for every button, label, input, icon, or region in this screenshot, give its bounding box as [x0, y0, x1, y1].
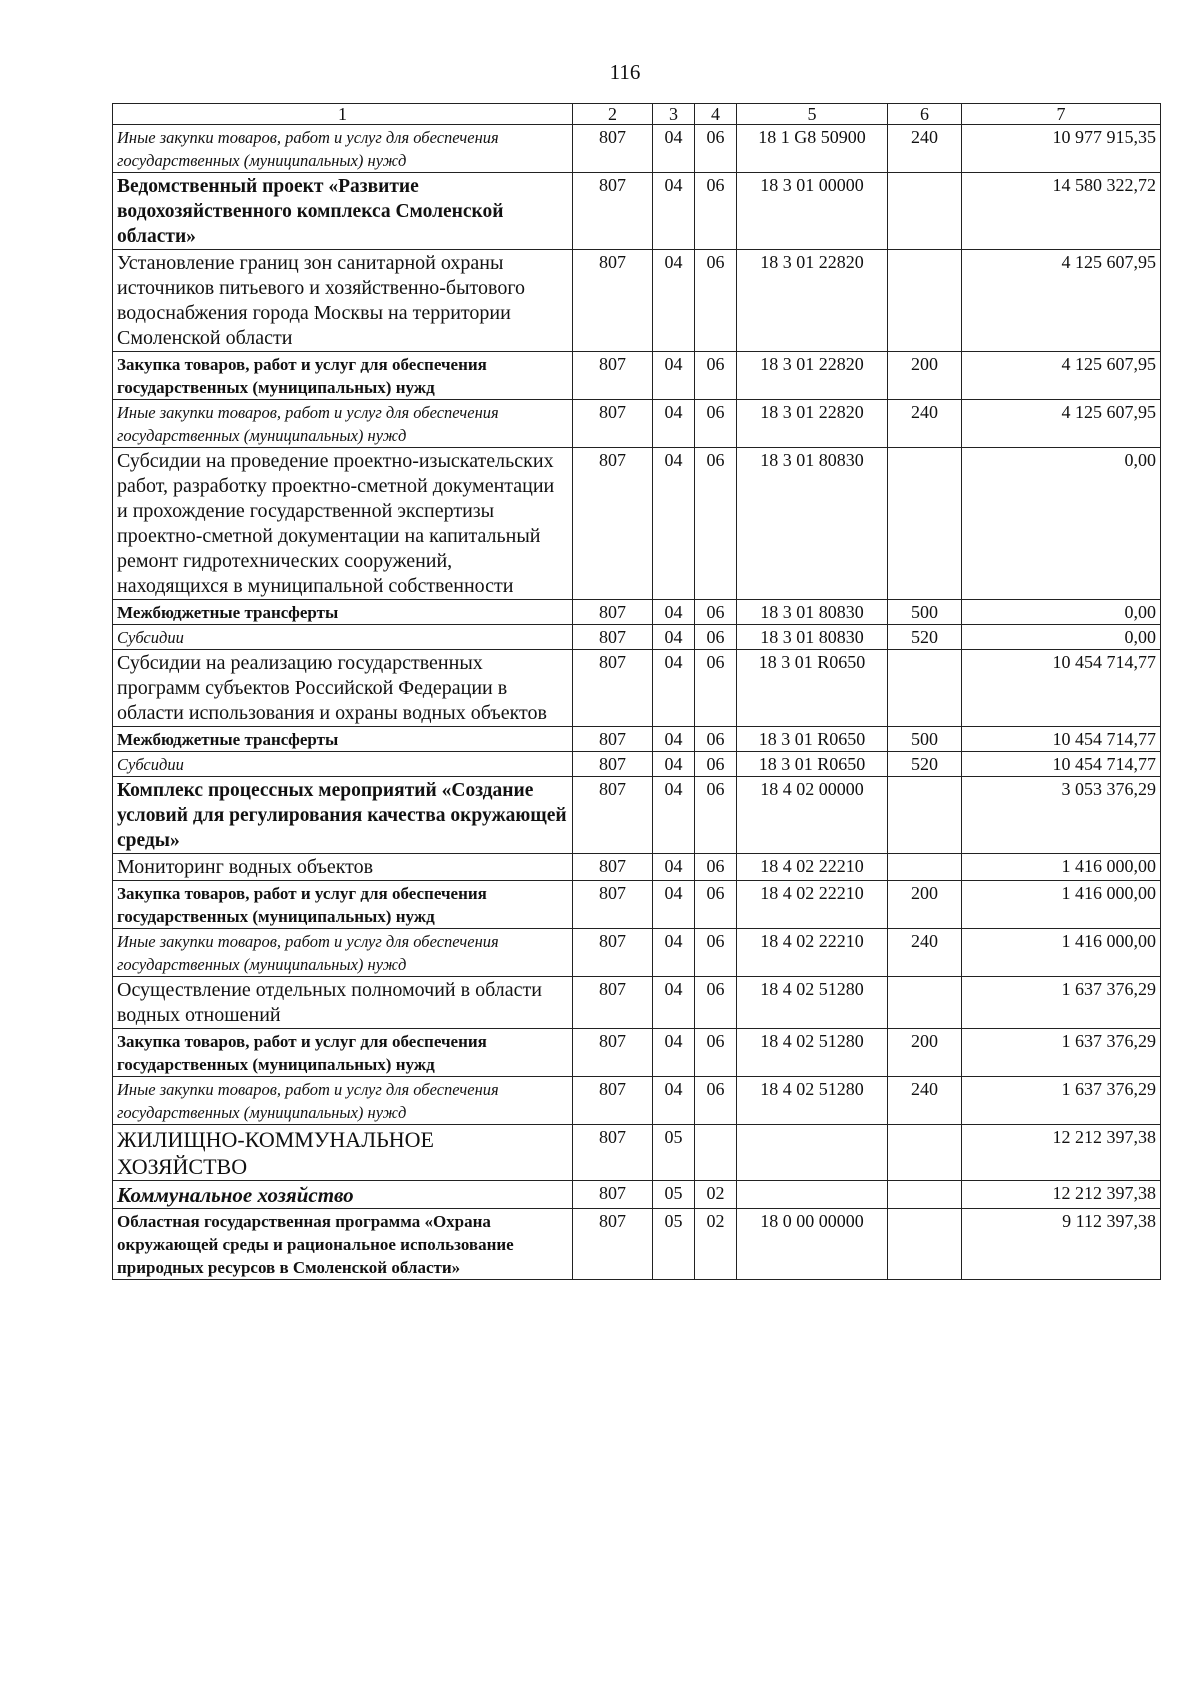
row-code-cell: 807	[573, 1181, 653, 1209]
row-name-cell: Мониторинг водных объектов	[113, 854, 573, 881]
row-target-cell: 18 4 02 00000	[737, 777, 888, 854]
row-subsection-cell: 06	[695, 1077, 737, 1125]
column-number-3: 3	[653, 104, 695, 125]
row-amount-cell: 3 053 376,29	[962, 777, 1161, 854]
row-amount-cell: 0,00	[962, 448, 1161, 600]
row-section-cell: 04	[653, 625, 695, 650]
table-row	[113, 1077, 1161, 1125]
column-number-4: 4	[695, 104, 737, 125]
row-subsection-cell: 06	[695, 250, 737, 352]
row-name-cell: Иные закупки товаров, работ и услуг для обеспечения государственных (муниципальных) нужд	[113, 125, 573, 173]
row-code-cell: 807	[573, 1125, 653, 1181]
table-row	[113, 929, 1161, 977]
row-expense-type-cell: 500	[888, 600, 962, 625]
row-name-cell: Коммунальное хозяйство	[113, 1181, 573, 1209]
row-amount-cell: 1 637 376,29	[962, 1077, 1161, 1125]
row-amount-cell: 12 212 397,38	[962, 1181, 1161, 1209]
table-row	[113, 625, 1161, 650]
row-section-cell: 04	[653, 777, 695, 854]
table-row	[113, 752, 1161, 777]
column-number-7: 7	[962, 104, 1161, 125]
table-body	[113, 125, 1161, 1280]
row-section-cell: 04	[653, 448, 695, 600]
row-subsection-cell: 06	[695, 727, 737, 752]
table-row	[113, 448, 1161, 600]
row-target-cell: 18 3 01 22820	[737, 250, 888, 352]
row-amount-cell: 1 416 000,00	[962, 929, 1161, 977]
row-code-cell: 807	[573, 727, 653, 752]
row-subsection-cell: 06	[695, 352, 737, 400]
row-section-cell: 04	[653, 1077, 695, 1125]
row-target-cell: 18 4 02 22210	[737, 854, 888, 881]
row-name-cell: Комплекс процессных мероприятий «Создание условий для регулирования качества окружающей среды»	[113, 777, 573, 854]
row-subsection-cell: 06	[695, 777, 737, 854]
row-name-cell: Субсидии на проведение проектно-изыскательских работ, разработку проектно-сметной документации и прохождение государственной экспертизы проектно-сметной документации на капитальный ремонт гидротехнических сооружений, находящихся в муниципальной собственности	[113, 448, 573, 600]
row-name-cell: Закупка товаров, работ и услуг для обеспечения государственных (муниципальных) нужд	[113, 881, 573, 929]
row-name-cell: Закупка товаров, работ и услуг для обеспечения государственных (муниципальных) нужд	[113, 1029, 573, 1077]
row-amount-cell: 9 112 397,38	[962, 1209, 1161, 1280]
row-expense-type-cell: 240	[888, 929, 962, 977]
row-expense-type-cell: 240	[888, 125, 962, 173]
table-row	[113, 650, 1161, 727]
row-section-cell: 04	[653, 352, 695, 400]
row-subsection-cell: 06	[695, 650, 737, 727]
row-target-cell: 18 3 01 22820	[737, 400, 888, 448]
row-section-cell: 04	[653, 854, 695, 881]
table-row	[113, 1125, 1161, 1181]
table-row	[113, 727, 1161, 752]
row-target-cell: 18 3 01 00000	[737, 173, 888, 250]
table-row	[113, 250, 1161, 352]
row-expense-type-cell: 240	[888, 400, 962, 448]
column-number-2: 2	[573, 104, 653, 125]
row-expense-type-cell: 200	[888, 352, 962, 400]
row-target-cell: 18 3 01 R0650	[737, 650, 888, 727]
row-amount-cell: 1 416 000,00	[962, 854, 1161, 881]
row-section-cell: 05	[653, 1125, 695, 1181]
row-amount-cell: 1 637 376,29	[962, 1029, 1161, 1077]
row-expense-type-cell	[888, 1209, 962, 1280]
row-code-cell: 807	[573, 1029, 653, 1077]
row-name-cell: Субсидии на реализацию государственных программ субъектов Российской Федерации в области использования и охраны водных объектов	[113, 650, 573, 727]
row-name-cell: ЖИЛИЩНО-КОММУНАЛЬНОЕ ХОЗЯЙСТВО	[113, 1125, 573, 1181]
row-amount-cell: 4 125 607,95	[962, 250, 1161, 352]
column-number-6: 6	[888, 104, 962, 125]
table-row	[113, 977, 1161, 1029]
row-target-cell: 18 3 01 80830	[737, 600, 888, 625]
row-expense-type-cell: 240	[888, 1077, 962, 1125]
row-name-cell: Межбюджетные трансферты	[113, 727, 573, 752]
row-section-cell: 05	[653, 1209, 695, 1280]
row-section-cell: 04	[653, 727, 695, 752]
row-code-cell: 807	[573, 250, 653, 352]
row-subsection-cell: 06	[695, 125, 737, 173]
row-expense-type-cell	[888, 977, 962, 1029]
column-number-1: 1	[113, 104, 573, 125]
row-code-cell: 807	[573, 625, 653, 650]
row-code-cell: 807	[573, 977, 653, 1029]
row-target-cell: 18 0 00 00000	[737, 1209, 888, 1280]
row-expense-type-cell: 500	[888, 727, 962, 752]
table-row	[113, 1181, 1161, 1209]
row-amount-cell: 10 454 714,77	[962, 752, 1161, 777]
row-subsection-cell: 02	[695, 1181, 737, 1209]
row-target-cell: 18 3 01 80830	[737, 625, 888, 650]
row-target-cell: 18 4 02 51280	[737, 1077, 888, 1125]
table-row	[113, 1209, 1161, 1280]
row-code-cell: 807	[573, 600, 653, 625]
row-section-cell: 04	[653, 125, 695, 173]
row-name-cell: Областная государственная программа «Охрана окружающей среды и рациональное использование природных ресурсов в Смоленской области»	[113, 1209, 573, 1280]
row-expense-type-cell	[888, 650, 962, 727]
row-subsection-cell: 06	[695, 600, 737, 625]
row-amount-cell: 10 977 915,35	[962, 125, 1161, 173]
row-name-cell: Установление границ зон санитарной охраны источников питьевого и хозяйственно-бытового водоснабжения города Москвы на территории Смоленской области	[113, 250, 573, 352]
row-target-cell	[737, 1181, 888, 1209]
row-expense-type-cell: 200	[888, 1029, 962, 1077]
row-amount-cell: 0,00	[962, 625, 1161, 650]
row-subsection-cell	[695, 1125, 737, 1181]
row-code-cell: 807	[573, 400, 653, 448]
row-section-cell: 04	[653, 173, 695, 250]
row-expense-type-cell	[888, 173, 962, 250]
row-name-cell: Иные закупки товаров, работ и услуг для обеспечения государственных (муниципальных) нужд	[113, 400, 573, 448]
row-expense-type-cell: 200	[888, 881, 962, 929]
row-target-cell: 18 3 01 R0650	[737, 727, 888, 752]
row-target-cell: 18 3 01 R0650	[737, 752, 888, 777]
budget-table	[112, 103, 1161, 1280]
table-row	[113, 600, 1161, 625]
row-expense-type-cell: 520	[888, 752, 962, 777]
row-section-cell: 04	[653, 600, 695, 625]
table-row	[113, 352, 1161, 400]
row-target-cell: 18 4 02 22210	[737, 881, 888, 929]
row-name-cell: Осуществление отдельных полномочий в области водных отношений	[113, 977, 573, 1029]
row-code-cell: 807	[573, 173, 653, 250]
row-target-cell: 18 4 02 22210	[737, 929, 888, 977]
row-section-cell: 04	[653, 250, 695, 352]
row-name-cell: Закупка товаров, работ и услуг для обеспечения государственных (муниципальных) нужд	[113, 352, 573, 400]
row-section-cell: 04	[653, 1029, 695, 1077]
column-number-5: 5	[737, 104, 888, 125]
row-subsection-cell: 06	[695, 448, 737, 600]
table-row	[113, 173, 1161, 250]
row-subsection-cell: 06	[695, 752, 737, 777]
row-amount-cell: 10 454 714,77	[962, 650, 1161, 727]
row-subsection-cell: 02	[695, 1209, 737, 1280]
row-section-cell: 04	[653, 650, 695, 727]
row-section-cell: 04	[653, 752, 695, 777]
row-code-cell: 807	[573, 448, 653, 600]
row-target-cell: 18 4 02 51280	[737, 1029, 888, 1077]
row-section-cell: 04	[653, 977, 695, 1029]
row-expense-type-cell	[888, 777, 962, 854]
row-subsection-cell: 06	[695, 881, 737, 929]
row-code-cell: 807	[573, 752, 653, 777]
row-amount-cell: 4 125 607,95	[962, 400, 1161, 448]
row-expense-type-cell	[888, 1125, 962, 1181]
row-code-cell: 807	[573, 854, 653, 881]
row-name-cell: Субсидии	[113, 752, 573, 777]
table-row	[113, 1029, 1161, 1077]
row-code-cell: 807	[573, 1209, 653, 1280]
row-subsection-cell: 06	[695, 1029, 737, 1077]
row-code-cell: 807	[573, 650, 653, 727]
row-target-cell: 18 3 01 80830	[737, 448, 888, 600]
table-row	[113, 881, 1161, 929]
row-subsection-cell: 06	[695, 854, 737, 881]
row-subsection-cell: 06	[695, 977, 737, 1029]
row-expense-type-cell: 520	[888, 625, 962, 650]
row-code-cell: 807	[573, 777, 653, 854]
header-row	[113, 104, 1161, 125]
row-amount-cell: 0,00	[962, 600, 1161, 625]
row-subsection-cell: 06	[695, 625, 737, 650]
row-code-cell: 807	[573, 929, 653, 977]
row-section-cell: 04	[653, 400, 695, 448]
row-amount-cell: 1 416 000,00	[962, 881, 1161, 929]
row-amount-cell: 14 580 322,72	[962, 173, 1161, 250]
row-section-cell: 04	[653, 929, 695, 977]
row-section-cell: 04	[653, 881, 695, 929]
row-name-cell: Ведомственный проект «Развитие водохозяйственного комплекса Смоленской области»	[113, 173, 573, 250]
row-expense-type-cell	[888, 854, 962, 881]
row-code-cell: 807	[573, 1077, 653, 1125]
row-section-cell: 05	[653, 1181, 695, 1209]
row-target-cell: 18 3 01 22820	[737, 352, 888, 400]
row-expense-type-cell	[888, 1181, 962, 1209]
row-target-cell: 18 4 02 51280	[737, 977, 888, 1029]
table-row	[113, 400, 1161, 448]
row-name-cell: Субсидии	[113, 625, 573, 650]
row-target-cell	[737, 1125, 888, 1181]
row-name-cell: Иные закупки товаров, работ и услуг для обеспечения государственных (муниципальных) нужд	[113, 1077, 573, 1125]
table-header	[113, 104, 1161, 125]
row-code-cell: 807	[573, 352, 653, 400]
row-amount-cell: 4 125 607,95	[962, 352, 1161, 400]
row-name-cell: Иные закупки товаров, работ и услуг для обеспечения государственных (муниципальных) нужд	[113, 929, 573, 977]
row-name-cell: Межбюджетные трансферты	[113, 600, 573, 625]
row-target-cell: 18 1 G8 50900	[737, 125, 888, 173]
row-subsection-cell: 06	[695, 400, 737, 448]
row-amount-cell: 1 637 376,29	[962, 977, 1161, 1029]
row-expense-type-cell	[888, 250, 962, 352]
table-row	[113, 125, 1161, 173]
page-number: 116	[609, 60, 641, 84]
row-code-cell: 807	[573, 125, 653, 173]
row-code-cell: 807	[573, 881, 653, 929]
row-expense-type-cell	[888, 448, 962, 600]
table-row	[113, 777, 1161, 854]
table-row	[113, 854, 1161, 881]
row-subsection-cell: 06	[695, 173, 737, 250]
row-subsection-cell: 06	[695, 929, 737, 977]
row-amount-cell: 12 212 397,38	[962, 1125, 1161, 1181]
row-amount-cell: 10 454 714,77	[962, 727, 1161, 752]
